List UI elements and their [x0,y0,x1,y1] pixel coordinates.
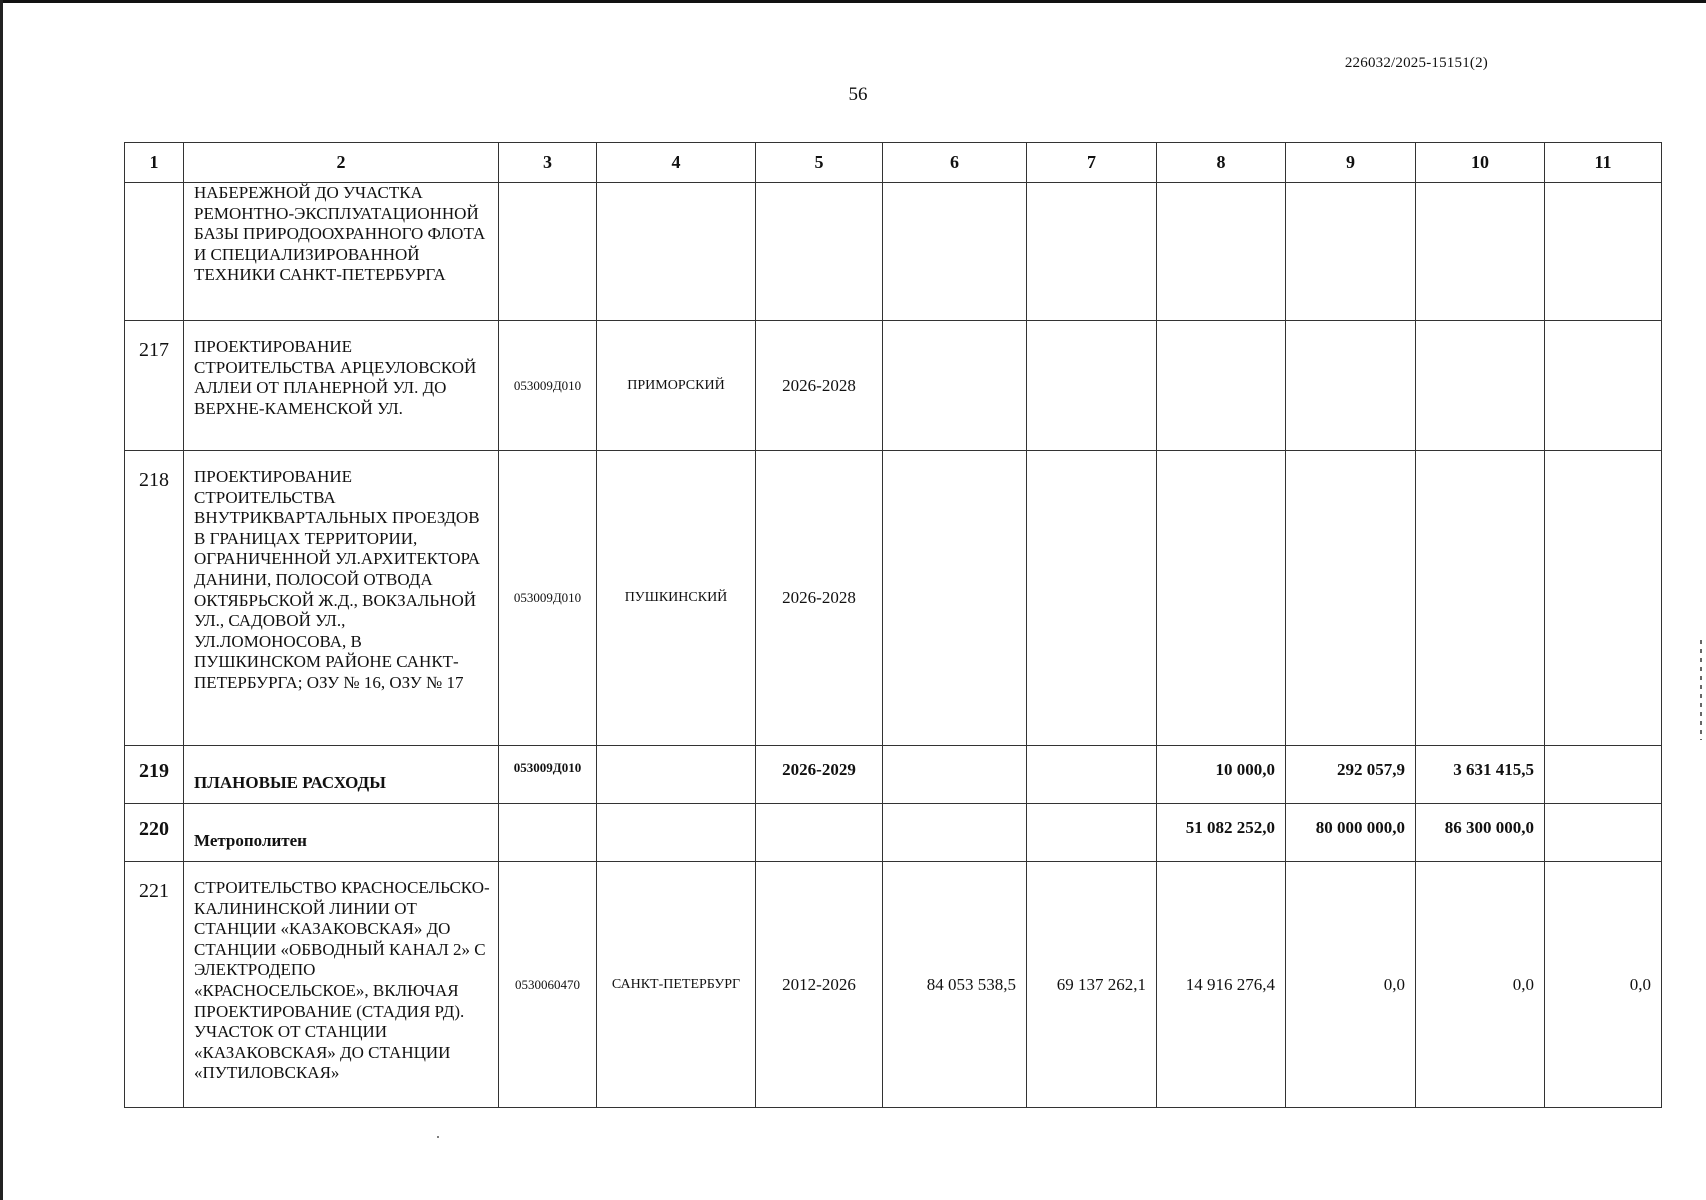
row-col8: 14 916 276,4 [1157,862,1286,1108]
table-row [125,804,1662,862]
row-number [125,183,184,321]
row-years: 2026-2029 [756,746,883,804]
table-row [125,862,1662,1108]
table-row [125,183,1662,321]
row-number: 221 [125,862,184,1108]
row-col7 [1027,321,1157,451]
row-number: 217 [125,321,184,451]
row-col11 [1545,746,1662,804]
row-col7 [1027,451,1157,746]
header-cell: 9 [1286,143,1416,183]
row-col8: 51 082 252,0 [1157,804,1286,862]
row-number: 218 [125,451,184,746]
row-col10: 86 300 000,0 [1416,804,1545,862]
row-number: 219 [125,746,184,804]
row-col10 [1416,451,1545,746]
row-district: ПУШКИНСКИЙ [597,451,756,746]
row-col9 [1286,321,1416,451]
header-cell: 8 [1157,143,1286,183]
row-number: 220 [125,804,184,862]
header-cell: 4 [597,143,756,183]
row-col9: 80 000 000,0 [1286,804,1416,862]
table-row [125,451,1662,746]
row-code [499,804,597,862]
row-col7 [1027,183,1157,321]
row-col10 [1416,183,1545,321]
row-name: ПЛАНОВЫЕ РАСХОДЫ [184,746,499,804]
row-col11 [1545,451,1662,746]
header-row [125,143,1662,183]
header-cell: 1 [125,143,184,183]
scan-speck [437,1136,439,1138]
row-col6 [883,321,1027,451]
row-district: ПРИМОРСКИЙ [597,321,756,451]
row-district [597,183,756,321]
table-row [125,746,1662,804]
row-col11: 0,0 [1545,862,1662,1108]
row-years: 2026-2028 [756,321,883,451]
row-name: ПРОЕКТИРОВАНИЕ СТРОИТЕЛЬСТВА АРЦЕУЛОВСКОЙ АЛЛЕИ ОТ ПЛАНЕРНОЙ УЛ. ДО ВЕРХНЕ-КАМЕНСКОЙ УЛ. [184,321,499,451]
row-code: 053009Д010 [499,746,597,804]
scan-edge-marks [1700,640,1702,740]
row-col9 [1286,451,1416,746]
row-years [756,804,883,862]
row-name: ПРОЕКТИРОВАНИЕ СТРОИТЕЛЬСТВА ВНУТРИКВАРТАЛЬНЫХ ПРОЕЗДОВ В ГРАНИЦАХ ТЕРРИТОРИИ, ОГРАНИЧЕННОЙ УЛ.АРХИТЕКТОРА ДАНИНИ, ПОЛОСОЙ ОТВОДА ОКТЯБРЬСКОЙ Ж.Д., ВОКЗАЛЬНОЙ УЛ., САДОВОЙ УЛ., УЛ.ЛОМОНОСОВА, В ПУШКИНСКОМ РАЙОНЕ САНКТ-ПЕТЕРБУРГА; ОЗУ № 16, ОЗУ № 17 [184,451,499,746]
row-col6 [883,183,1027,321]
scan-left-edge [0,0,3,1200]
row-col7 [1027,804,1157,862]
header-cell: 5 [756,143,883,183]
row-district [597,746,756,804]
row-code: 053009Д010 [499,451,597,746]
document-number: 226032/2025-15151(2) [1344,55,1488,71]
row-col6 [883,746,1027,804]
header-cell: 7 [1027,143,1157,183]
row-col6 [883,804,1027,862]
row-name: СТРОИТЕЛЬСТВО КРАСНОСЕЛЬСКО-КАЛИНИНСКОЙ ЛИНИИ ОТ СТАНЦИИ «КАЗАКОВСКАЯ» ДО СТАНЦИИ «ОБВОДНЫЙ КАНАЛ 2» С ЭЛЕКТРОДЕПО «КРАСНОСЕЛЬСКОЕ», ВКЛЮЧАЯ ПРОЕКТИРОВАНИЕ (СТАДИЯ РД). УЧАСТОК ОТ СТАНЦИИ «КАЗАКОВСКАЯ» ДО СТАНЦИИ «ПУТИЛОВСКАЯ» [184,862,499,1108]
row-code: 0530060470 [499,862,597,1108]
row-col9 [1286,183,1416,321]
row-col11 [1545,804,1662,862]
row-col7: 69 137 262,1 [1027,862,1157,1108]
header-cell: 6 [883,143,1027,183]
row-col8: 10 000,0 [1157,746,1286,804]
table-row [125,321,1662,451]
row-col11 [1545,321,1662,451]
budget-table [124,142,1662,1108]
row-name: Метрополитен [184,804,499,862]
page-number: 56 [848,84,868,105]
row-col8 [1157,321,1286,451]
scan-top-edge [0,0,1706,3]
row-code [499,183,597,321]
row-years: 2012-2026 [756,862,883,1108]
row-col7 [1027,746,1157,804]
row-code: 053009Д010 [499,321,597,451]
row-name: НАБЕРЕЖНОЙ ДО УЧАСТКА РЕМОНТНО-ЭКСПЛУАТАЦИОННОЙ БАЗЫ ПРИРОДООХРАННОГО ФЛОТА И СПЕЦИАЛИЗИРОВАННОЙ ТЕХНИКИ САНКТ-ПЕТЕРБУРГА [184,183,499,321]
row-years [756,183,883,321]
row-col10: 3 631 415,5 [1416,746,1545,804]
header-cell: 11 [1545,143,1662,183]
row-district: САНКТ-ПЕТЕРБУРГ [597,862,756,1108]
row-years: 2026-2028 [756,451,883,746]
row-col10 [1416,321,1545,451]
row-district [597,804,756,862]
row-col9: 0,0 [1286,862,1416,1108]
header-cell: 10 [1416,143,1545,183]
row-col10: 0,0 [1416,862,1545,1108]
row-col6 [883,451,1027,746]
row-col11 [1545,183,1662,321]
row-col9: 292 057,9 [1286,746,1416,804]
header-cell: 3 [499,143,597,183]
row-col8 [1157,183,1286,321]
row-col6: 84 053 538,5 [883,862,1027,1108]
row-col8 [1157,451,1286,746]
header-cell: 2 [184,143,499,183]
